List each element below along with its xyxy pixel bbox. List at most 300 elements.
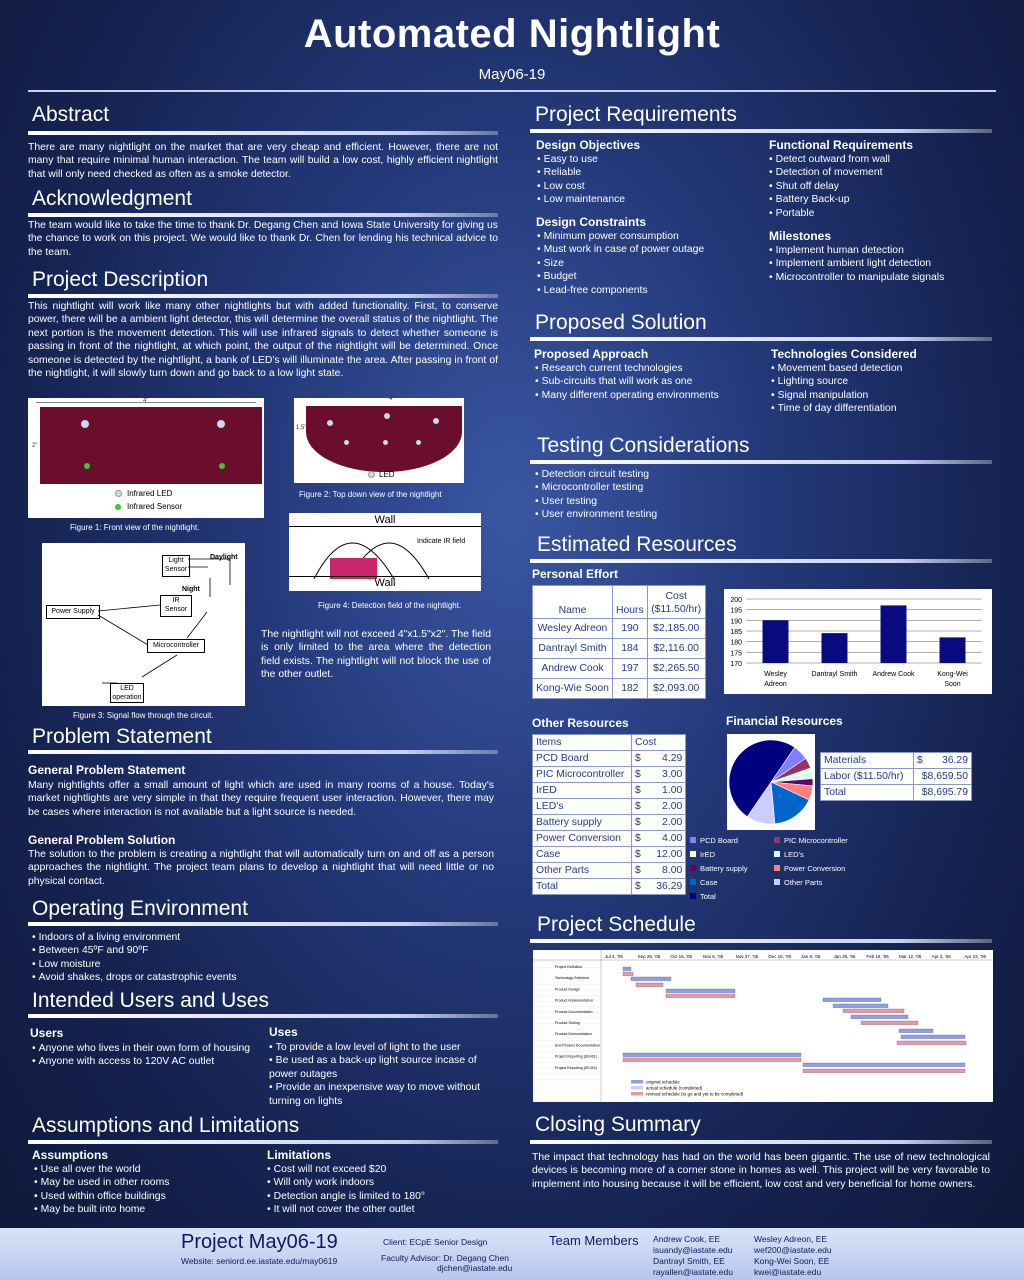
cell: $2,093.00 bbox=[647, 679, 705, 699]
gantt-task-label: Product Documentation bbox=[555, 1009, 593, 1014]
ir-field-curves bbox=[289, 527, 481, 579]
legend-ired-swatch bbox=[115, 490, 122, 497]
gantt-legend-swatch bbox=[631, 1086, 643, 1090]
item-dollar: $ bbox=[632, 751, 644, 767]
figure-1-caption: Figure 1: Front view of the nightlight. bbox=[70, 523, 200, 532]
footer-client: Client: ECpE Senior Design bbox=[383, 1237, 488, 1247]
figure-3-signal-flow bbox=[42, 543, 245, 706]
gantt-month: Nov 6, '05 bbox=[703, 954, 724, 959]
y-tick-label: 200 bbox=[730, 597, 742, 604]
y-tick-label: 195 bbox=[730, 607, 742, 615]
x-tick-label: Dantrayl Smith bbox=[811, 671, 858, 678]
gantt-task-label: Product Design bbox=[555, 987, 580, 992]
led-legend-label: LED bbox=[379, 470, 395, 479]
item-dollar: $ bbox=[632, 879, 644, 895]
gantt-legend-label: original schedule bbox=[646, 1079, 680, 1085]
constraints-list bbox=[537, 230, 762, 297]
table-row bbox=[533, 831, 686, 847]
cell: Materials bbox=[821, 753, 914, 769]
functional-item: • Shut off delay bbox=[769, 180, 994, 193]
item-name: PIC Microcontroller bbox=[533, 767, 632, 783]
testing-list bbox=[535, 468, 835, 522]
testing-rule bbox=[530, 460, 992, 464]
item-cost: 1.00 bbox=[644, 783, 686, 799]
top-led-dot bbox=[383, 440, 388, 445]
schedule-heading: Project Schedule bbox=[537, 913, 696, 936]
infrared-led-icon bbox=[81, 420, 89, 428]
footer-bar bbox=[0, 1228, 1024, 1280]
testing-item: • Detection circuit testing bbox=[535, 468, 835, 481]
other-resources-heading: Other Resources bbox=[532, 716, 629, 730]
y-tick-label: 170 bbox=[730, 661, 742, 668]
legend-swatch bbox=[690, 865, 696, 871]
bar-2 bbox=[881, 605, 907, 663]
bar-3 bbox=[940, 637, 966, 663]
gantt-month: Apr 23, '06 bbox=[964, 954, 986, 959]
operating-item: • Indoors of a living environment bbox=[32, 931, 492, 944]
gantt-legend-label: actual schedule (completed) bbox=[646, 1085, 703, 1091]
gantt-bar-9 bbox=[851, 1015, 908, 1019]
item-cost: 4.29 bbox=[644, 751, 686, 767]
operating-item: • Avoid shakes, drops or catastrophic events bbox=[32, 971, 492, 984]
fig1-height-label: 2" bbox=[32, 443, 38, 449]
table-row bbox=[533, 767, 686, 783]
nightlight-front-body bbox=[40, 407, 262, 484]
financial-resources-heading: Financial Resources bbox=[726, 714, 843, 728]
x-tick-label: Andrew Cook bbox=[872, 671, 915, 678]
item-cost: 3.00 bbox=[644, 767, 686, 783]
gantt-task-label: Project Reporting (EE491) bbox=[555, 1054, 597, 1059]
light-sensor-box bbox=[162, 555, 190, 577]
financial-table bbox=[820, 752, 972, 801]
abstract-heading: Abstract bbox=[32, 103, 110, 126]
tech-heading: Technologies Considered bbox=[771, 347, 917, 361]
financial-pie-chart-svg bbox=[727, 734, 815, 830]
gantt-month: Jan 29, '06 bbox=[833, 954, 856, 959]
milestone-item: • Implement human detection bbox=[769, 244, 994, 257]
tech-list bbox=[771, 362, 996, 416]
solution-rule bbox=[530, 337, 992, 341]
footer-website: Website: seniord.ee.iastate.edu/may0619 bbox=[181, 1256, 338, 1266]
milestones-heading: Milestones bbox=[769, 229, 832, 243]
functional-item: • Detection of movement bbox=[769, 166, 994, 179]
hours-bar-chart-svg bbox=[724, 589, 992, 694]
gantt-task-label: Project Reporting (EE492) bbox=[555, 1065, 597, 1070]
approach-heading: Proposed Approach bbox=[534, 347, 649, 361]
users-heading: Intended Users and Uses bbox=[32, 989, 269, 1012]
header-rule bbox=[28, 90, 996, 92]
poster-subtitle: May06-19 bbox=[478, 66, 546, 83]
legend-label: LED's bbox=[784, 850, 804, 859]
abstract-rule bbox=[28, 131, 498, 135]
cell: Kong-Wie Soon bbox=[533, 679, 613, 699]
infrared-sensor-icon bbox=[219, 463, 225, 469]
constraint-item: • Minimum power consumption bbox=[537, 230, 762, 243]
legend-entry bbox=[774, 836, 848, 845]
schedule-rule bbox=[530, 939, 992, 943]
cell: $8,659.50 bbox=[914, 769, 972, 785]
limitation-item: • Detection angle is limited to 180° bbox=[267, 1190, 497, 1203]
table-row bbox=[821, 753, 972, 769]
other-resources-table bbox=[532, 734, 686, 895]
milestones-list bbox=[769, 244, 994, 284]
member-name: Kong-Wei Soon, EE bbox=[754, 1256, 830, 1266]
legend-label: PCD Board bbox=[700, 836, 738, 845]
constraint-item: • Lead-free components bbox=[537, 284, 762, 297]
item-name: Case bbox=[533, 847, 632, 863]
functional-list bbox=[769, 153, 994, 220]
fig2-height-label: 1.5" bbox=[296, 425, 307, 431]
header-cost bbox=[647, 586, 705, 619]
uses-item: • Provide an inexpensive way to move without turning on lights bbox=[269, 1081, 499, 1108]
legend-swatch bbox=[690, 893, 696, 899]
assumptions-rule bbox=[28, 1140, 498, 1144]
gantt-chart-svg bbox=[533, 950, 993, 1102]
limitations-subheading: Limitations bbox=[267, 1148, 332, 1162]
figure-3-caption: Figure 3: Signal flow through the circuit. bbox=[73, 711, 214, 720]
gantt-bar-16 bbox=[803, 1063, 965, 1067]
constraint-item: • Size bbox=[537, 257, 762, 270]
gantt-task-label: Product Testing bbox=[555, 1021, 580, 1025]
legend-label: IrED bbox=[700, 850, 715, 859]
led-operation-box bbox=[110, 683, 144, 703]
ir-sensor-box bbox=[160, 595, 192, 617]
gantt-task-label: Technology Selection bbox=[555, 976, 589, 981]
requirements-heading: Project Requirements bbox=[535, 103, 737, 126]
header-cost: Cost bbox=[632, 735, 686, 751]
x-tick-label: Wesley bbox=[764, 671, 787, 678]
problem-rule bbox=[28, 750, 498, 754]
led-operation-label: LED operation bbox=[112, 685, 142, 701]
y-tick-label: 175 bbox=[730, 650, 742, 658]
table-row bbox=[533, 863, 686, 879]
gantt-bar-17 bbox=[803, 1069, 965, 1073]
x-tick-label: Soon bbox=[944, 681, 961, 688]
abstract-text: There are many nightlight on the market that are very cheap and efficient. However, there are not many that require minimal human interaction. The team will build a low cost, highly efficient nightlight that will only need checked as often as a smoke detector. bbox=[28, 142, 498, 180]
legend-label: Case bbox=[700, 878, 718, 887]
item-name: PCD Board bbox=[533, 751, 632, 767]
acknowledgment-text: The team would like to take the time to thank Dr. Degang Chen and Iowa State University for giving us the chance to work on this project. We would like to thank Dr. Chen for lending his technical advice to the team. bbox=[28, 220, 498, 258]
wall-bottom-label: Wall bbox=[289, 576, 481, 589]
legend-swatch bbox=[774, 851, 780, 857]
operating-item: • Low moisture bbox=[32, 958, 492, 971]
closing-heading: Closing Summary bbox=[535, 1113, 701, 1136]
limitations-list bbox=[267, 1163, 497, 1217]
gantt-bar-5 bbox=[666, 994, 735, 998]
top-led-dot bbox=[416, 440, 421, 445]
functional-item: • Portable bbox=[769, 207, 994, 220]
assumptions-list bbox=[34, 1163, 259, 1217]
requirements-rule bbox=[530, 129, 992, 133]
gantt-task-label: Product Implementation bbox=[555, 998, 593, 1003]
general-statement-heading: General Problem Statement bbox=[28, 763, 186, 777]
limitation-item: • Will only work indoors bbox=[267, 1176, 497, 1189]
microcontroller-label: Microcontroller bbox=[153, 642, 199, 649]
problem-heading: Problem Statement bbox=[32, 725, 212, 748]
cell: Labor ($11.50/hr) bbox=[821, 769, 914, 785]
operating-list bbox=[32, 931, 492, 985]
header-cost-line2: ($11.50/hr) bbox=[651, 604, 702, 615]
table-header-row bbox=[533, 586, 706, 619]
table-row bbox=[533, 619, 706, 639]
item-dollar: $ bbox=[632, 767, 644, 783]
description-heading: Project Description bbox=[32, 268, 209, 291]
night-label: Night bbox=[182, 586, 200, 593]
bar-1 bbox=[822, 633, 848, 663]
uses-item: • Be used as a back-up light source incase of power outages bbox=[269, 1054, 499, 1081]
member-name: Andrew Cook, EE bbox=[653, 1234, 721, 1244]
ir-field-label: Indicate IR field bbox=[417, 538, 466, 545]
legend-label: Other Parts bbox=[784, 878, 823, 887]
table-row bbox=[533, 751, 686, 767]
legend-entry bbox=[774, 864, 845, 873]
cell: Andrew Cook bbox=[533, 659, 613, 679]
table-row bbox=[533, 879, 686, 895]
cell: $2,265.50 bbox=[647, 659, 705, 679]
general-solution-text: The solution to the problem is creating a nightlight that will automatically turn on and off as a person approaches the nightlight. The project team plans to develop a nightlight that will need little or no physical contact. bbox=[28, 849, 494, 887]
table-header-row bbox=[533, 735, 686, 751]
member-email: isuandy@iastate.edu bbox=[653, 1245, 733, 1255]
item-name: LED's bbox=[533, 799, 632, 815]
table-row bbox=[533, 847, 686, 863]
member-email: wef200@iastate.edu bbox=[754, 1245, 832, 1255]
users-item: • Anyone with access to 120V AC outlet bbox=[32, 1055, 267, 1068]
approach-item: • Sub-circuits that will work as one bbox=[535, 375, 765, 388]
gantt-bar-8 bbox=[843, 1009, 904, 1013]
tech-item: • Lighting source bbox=[771, 375, 996, 388]
tech-item: • Signal manipulation bbox=[771, 389, 996, 402]
item-dollar: $ bbox=[632, 783, 644, 799]
gantt-bar-3 bbox=[636, 983, 663, 987]
gantt-bar-0 bbox=[623, 967, 631, 971]
approach-list bbox=[535, 362, 765, 402]
assumption-item: • Used within office buildings bbox=[34, 1190, 259, 1203]
light-sensor-label: Light Sensor bbox=[164, 557, 188, 573]
item-cost: 36.29 bbox=[644, 879, 686, 895]
gantt-month: Feb 19, '06 bbox=[866, 954, 889, 959]
header-hours: Hours bbox=[613, 586, 648, 619]
description-rule bbox=[28, 294, 498, 298]
cell-dollar: $ bbox=[917, 755, 923, 766]
item-name: IrED bbox=[533, 783, 632, 799]
constraint-item: • Budget bbox=[537, 270, 762, 283]
y-tick-label: 180 bbox=[730, 639, 742, 647]
power-supply-label: Power Supply bbox=[51, 608, 95, 615]
gantt-bar-6 bbox=[823, 998, 881, 1002]
legend-swatch bbox=[690, 851, 696, 857]
legend-swatch bbox=[690, 837, 696, 843]
footer-advisor-email: djchen@iastate.edu bbox=[437, 1263, 513, 1273]
cell: 184 bbox=[613, 639, 648, 659]
table-row bbox=[821, 785, 972, 801]
assumption-item: • May be used in other rooms bbox=[34, 1176, 259, 1189]
footer-advisor: Faculty Advisor: Dr. Degang Chen bbox=[381, 1253, 510, 1263]
legend-entry bbox=[690, 892, 716, 901]
figure-4-detection-field bbox=[289, 513, 481, 591]
gantt-month: Jul 4, '05 bbox=[605, 954, 623, 959]
operating-item: • Between 45ºF and 90ºF bbox=[32, 944, 492, 957]
gantt-month: Nov 27, '05 bbox=[735, 954, 759, 959]
item-dollar: $ bbox=[632, 815, 644, 831]
financial-pie-chart bbox=[727, 734, 815, 830]
cell: 190 bbox=[613, 619, 648, 639]
uses-list bbox=[269, 1041, 499, 1108]
assumption-item: • May be built into home bbox=[34, 1203, 259, 1216]
microcontroller-box bbox=[147, 639, 205, 653]
assumption-item: • Use all over the world bbox=[34, 1163, 259, 1176]
testing-item: • User environment testing bbox=[535, 508, 835, 521]
hours-bar-chart bbox=[724, 589, 992, 694]
objective-item: • Low cost bbox=[537, 180, 762, 193]
cell bbox=[914, 753, 972, 769]
functional-heading: Functional Requirements bbox=[769, 138, 914, 152]
other-resources-rows bbox=[533, 751, 686, 895]
bar-0 bbox=[763, 620, 789, 663]
table-row bbox=[533, 783, 686, 799]
legend-entry bbox=[690, 850, 715, 859]
header-cost-line1: Cost bbox=[665, 591, 687, 602]
wall-top-label: Wall bbox=[289, 514, 481, 527]
top-led-dot bbox=[433, 418, 439, 424]
tech-item: • Time of day differentiation bbox=[771, 402, 996, 415]
objective-item: • Low maintenance bbox=[537, 193, 762, 206]
gantt-month: Oct 16, '05 bbox=[670, 954, 692, 959]
gantt-month: Dec 18, '05 bbox=[768, 954, 791, 959]
constraint-item: • Must work in case of power outage bbox=[537, 243, 762, 256]
gantt-bar-7 bbox=[833, 1004, 888, 1008]
cell: 182 bbox=[613, 679, 648, 699]
table-row bbox=[533, 679, 706, 699]
resources-heading: Estimated Resources bbox=[537, 533, 737, 556]
legend-ired-label: Infrared LED bbox=[127, 489, 173, 498]
testing-heading: Testing Considerations bbox=[537, 434, 750, 457]
users-item: • Anyone who lives in their own form of housing bbox=[32, 1042, 267, 1055]
gantt-task-label: Product Demonstration bbox=[555, 1032, 592, 1037]
figure-2-top-view bbox=[294, 398, 464, 483]
gantt-bar-2 bbox=[631, 977, 671, 981]
item-dollar: $ bbox=[632, 799, 644, 815]
infrared-sensor-icon bbox=[84, 463, 90, 469]
gantt-bar-12 bbox=[901, 1035, 965, 1039]
gantt-bar-1 bbox=[623, 972, 633, 976]
table-row bbox=[533, 815, 686, 831]
item-cost: 12.00 bbox=[644, 847, 686, 863]
solution-heading: Proposed Solution bbox=[535, 311, 707, 334]
item-name: Battery supply bbox=[533, 815, 632, 831]
gantt-bar-10 bbox=[861, 1021, 918, 1025]
general-statement-text: Many nightlights offer a small amount of light which are used in many rooms of a house. Today's market nightlights are very simple in that they require frequent user interaction. However, there may be cases where interaction is not available but a light source is needed. bbox=[28, 780, 494, 818]
gantt-bar-14 bbox=[623, 1053, 801, 1057]
poster-title: Automated Nightlight bbox=[303, 12, 721, 56]
gantt-bg bbox=[533, 950, 993, 1102]
led-legend-swatch bbox=[368, 471, 375, 478]
testing-item: • Microcontroller testing bbox=[535, 481, 835, 494]
milestone-item: • Implement ambient light detection bbox=[769, 257, 994, 270]
member-name: Dantrayl Smith, EE bbox=[653, 1256, 725, 1266]
footer-project: Project May06-19 bbox=[181, 1231, 338, 1253]
legend-entry bbox=[774, 850, 804, 859]
users-subheading: Users bbox=[30, 1026, 64, 1040]
gantt-legend-swatch bbox=[631, 1092, 643, 1096]
legend-label: Power Conversion bbox=[784, 864, 846, 873]
gantt-legend-label: revised schedule (to go and yet to be completed) bbox=[646, 1091, 744, 1097]
cell: $2,116.00 bbox=[647, 639, 705, 659]
table-row bbox=[533, 659, 706, 679]
gantt-chart bbox=[533, 950, 993, 1102]
gantt-month: Sep 25, '05 bbox=[637, 954, 661, 959]
gantt-task-label: Project Definition bbox=[555, 965, 583, 969]
legend-entry bbox=[774, 878, 822, 887]
header-items: Items bbox=[533, 735, 632, 751]
assumptions-subheading: Assumptions bbox=[32, 1148, 109, 1162]
pie-legend bbox=[690, 836, 890, 902]
legend-swatch bbox=[690, 879, 696, 885]
ir-sensor-label: IR Sensor bbox=[164, 597, 188, 613]
acknowledgment-rule bbox=[28, 213, 498, 217]
signal-flow-arrows bbox=[42, 543, 245, 706]
gantt-month: Mar 12, '06 bbox=[899, 954, 922, 959]
gantt-bar-13 bbox=[897, 1041, 966, 1045]
gantt-month: Apr 2, '06 bbox=[931, 954, 951, 959]
item-name: Other Parts bbox=[533, 863, 632, 879]
member-email: rayallen@iastate.edu bbox=[653, 1267, 733, 1277]
top-led-dot bbox=[344, 440, 349, 445]
figure-4-caption: Figure 4: Detection field of the nightlight. bbox=[318, 601, 462, 610]
milestone-item: • Microcontroller to manipulate signals bbox=[769, 271, 994, 284]
gantt-legend-swatch bbox=[631, 1080, 643, 1084]
top-led-dot bbox=[327, 420, 333, 426]
figure-1-front-view bbox=[28, 398, 264, 518]
limitation-item: • Cost will not exceed $20 bbox=[267, 1163, 497, 1176]
cell: Wesley Adreon bbox=[533, 619, 613, 639]
item-name: Total bbox=[533, 879, 632, 895]
acknowledgment-heading: Acknowledgment bbox=[32, 187, 192, 210]
item-name: Power Conversion bbox=[533, 831, 632, 847]
item-cost: 4.00 bbox=[644, 831, 686, 847]
legend-sensor-swatch bbox=[115, 504, 121, 510]
gantt-bar-15 bbox=[623, 1058, 801, 1062]
fig1-width-label: 4" bbox=[143, 398, 149, 404]
power-supply-box bbox=[46, 605, 100, 619]
cell: Total bbox=[821, 785, 914, 801]
approach-item: • Research current technologies bbox=[535, 362, 765, 375]
header-name: Name bbox=[533, 586, 613, 619]
legend-sensor-label: Infrared Sensor bbox=[127, 502, 183, 511]
legend-swatch bbox=[774, 879, 780, 885]
functional-item: • Detect outward from wall bbox=[769, 153, 994, 166]
testing-item: • User testing bbox=[535, 495, 835, 508]
infrared-led-icon bbox=[217, 420, 225, 428]
item-dollar: $ bbox=[632, 847, 644, 863]
legend-label: Battery supply bbox=[700, 864, 748, 873]
operating-heading: Operating Environment bbox=[32, 897, 248, 920]
y-tick-label: 190 bbox=[730, 618, 742, 626]
objectives-heading: Design Objectives bbox=[536, 138, 641, 152]
gantt-month: Jan 8, '06 bbox=[801, 954, 821, 959]
gantt-task-label: End Product Documentation bbox=[555, 1043, 600, 1048]
closing-rule bbox=[530, 1140, 992, 1144]
footer-team-heading: Team Members bbox=[549, 1233, 639, 1248]
resources-rule bbox=[530, 559, 992, 563]
gantt-bar-11 bbox=[899, 1029, 933, 1033]
users-rule bbox=[28, 1014, 498, 1018]
description-text: This nightlight will work like many other nightlights but with added functionality. First, to conserve power, there will be a ambient light detector, this will determine the overall status of the nightlight. The next portion is the movement detection. This will use infrared signals to detect whether someone is passing in front of the nightlight, at which point, the output of the nightlight will be determined. Once someone is detected by the nightlight, a bank of LED's will illuminate the area. After passing in front of the nightlight, it will slowly turn down and go back to a low light state. bbox=[28, 301, 498, 380]
tech-item: • Movement based detection bbox=[771, 362, 996, 375]
users-list bbox=[32, 1042, 267, 1069]
x-tick-label: Kong-Wei bbox=[937, 671, 968, 678]
cell: Dantrayl Smith bbox=[533, 639, 613, 659]
item-cost: 8.00 bbox=[644, 863, 686, 879]
